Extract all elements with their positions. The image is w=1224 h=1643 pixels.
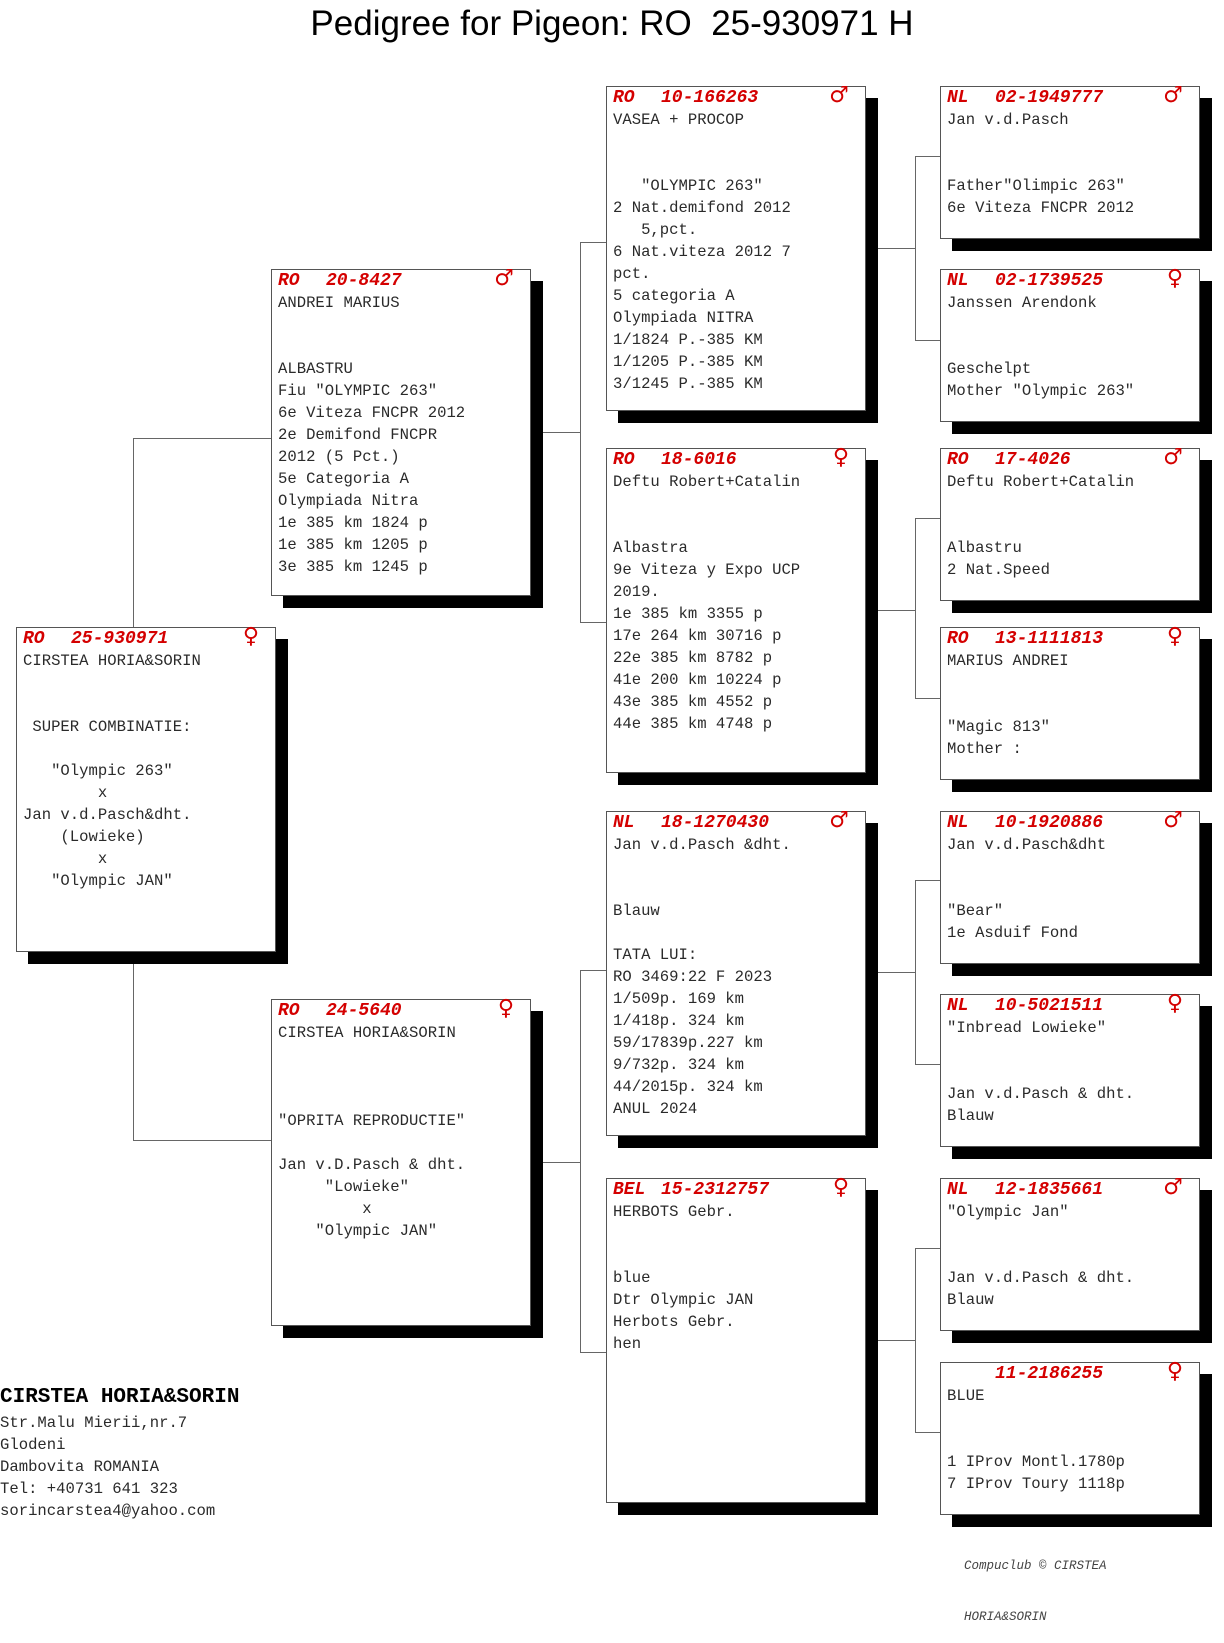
detail-line: 43e 385 km 4552 p <box>613 693 773 711</box>
connector-line <box>915 518 940 519</box>
detail-line: 1 IProv Montl.1780p <box>947 1453 1125 1471</box>
country-code: NL <box>613 813 635 833</box>
detail-line: 1/509p. 169 km <box>613 990 745 1008</box>
detail-line: ANUL 2024 <box>613 1100 698 1118</box>
detail-line <box>947 856 1193 878</box>
ring-number: 25-930971 <box>71 629 169 649</box>
detail-line: "Olympic JAN" <box>23 872 173 890</box>
detail-line: 2012 (5 Pct.) <box>278 448 400 466</box>
owner-address-line: Glodeni <box>0 1436 66 1454</box>
detail-line <box>23 738 269 760</box>
detail-line <box>947 694 1193 716</box>
detail-line: "Magic 813" <box>947 718 1050 736</box>
detail-line <box>278 314 524 336</box>
pigeon-details <box>947 1201 1193 1311</box>
detail-line: "OPRITA REPRODUCTIE" <box>278 1112 466 1130</box>
ring-header <box>947 1359 1193 1385</box>
detail-line <box>278 1044 524 1066</box>
detail-line: 3e 385 km 1245 p <box>278 558 428 576</box>
pigeon-card-dam[interactable] <box>271 996 531 1326</box>
country-code: NL <box>947 996 969 1016</box>
ring-number: 18-6016 <box>661 450 737 470</box>
detail-line: 1/1205 P.-385 KM <box>613 353 763 371</box>
pigeon-card-dam-sire-sire[interactable] <box>940 808 1200 964</box>
detail-line: 1/418p. 324 km <box>613 1012 745 1030</box>
detail-line <box>23 672 269 694</box>
detail-line: 5e Categoria A <box>278 470 410 488</box>
ring-number: 17-4026 <box>995 450 1071 470</box>
connector-line <box>133 438 273 439</box>
detail-line <box>947 1407 1193 1429</box>
detail-line: 59/17839p.227 km <box>613 1034 763 1052</box>
detail-line: Mother "Olympic 263" <box>947 382 1135 400</box>
detail-line: 6e Viteza FNCPR 2012 <box>947 199 1135 217</box>
male-symbol-icon: ♂ <box>494 266 514 291</box>
detail-line: 5,pct. <box>613 221 698 239</box>
detail-line: Jan v.D.Pasch & dht. <box>278 1156 466 1174</box>
detail-line <box>23 694 269 716</box>
detail-line: 2 Nat.demifond 2012 <box>613 199 791 217</box>
detail-line: Olympiada Nitra <box>278 492 419 510</box>
connector-line <box>133 952 134 1140</box>
detail-line <box>278 1132 524 1154</box>
pigeon-details <box>947 471 1193 581</box>
connector-line <box>543 432 580 433</box>
detail-line <box>947 1245 1193 1267</box>
male-symbol-icon: ♂ <box>829 808 849 833</box>
detail-line <box>613 131 859 153</box>
detail-line: Olympiada NITRA <box>613 309 754 327</box>
detail-line: 7 IProv Toury 1118p <box>947 1475 1125 1493</box>
detail-line: 1/1824 P.-385 KM <box>613 331 763 349</box>
connector-line <box>915 1248 916 1432</box>
detail-line <box>278 1066 524 1088</box>
breeder-name: Jan v.d.Pasch&dht <box>947 836 1107 854</box>
detail-line <box>947 1223 1193 1245</box>
detail-line: 41e 200 km 10224 p <box>613 671 782 689</box>
connector-line <box>915 698 940 699</box>
connector-line <box>915 880 916 1064</box>
ring-number: 24-5640 <box>326 1001 402 1021</box>
pigeon-card-dam-dam-dam[interactable] <box>940 1359 1200 1515</box>
connector-line <box>877 1340 915 1341</box>
ring-header <box>613 445 859 471</box>
detail-line <box>613 922 859 944</box>
detail-line <box>613 1223 859 1245</box>
detail-line: 2 Nat.Speed <box>947 561 1050 579</box>
detail-line: x <box>23 850 108 868</box>
ring-number: 20-8427 <box>326 271 402 291</box>
connector-line <box>877 248 915 249</box>
ring-number: 13-1111813 <box>995 629 1104 649</box>
breeder-name: CIRSTEA HORIA&SORIN <box>278 1024 456 1042</box>
detail-line: 6e Viteza FNCPR 2012 <box>278 404 466 422</box>
detail-line: 9/732p. 324 km <box>613 1056 745 1074</box>
pigeon-details <box>613 834 859 1120</box>
breeder-name: Jan v.d.Pasch <box>947 111 1069 129</box>
detail-line <box>947 515 1193 537</box>
ring-header <box>613 83 859 109</box>
ring-number: 18-1270430 <box>661 813 770 833</box>
country-code: RO <box>613 450 635 470</box>
country-code: BEL <box>613 1180 646 1200</box>
breeder-name: CIRSTEA HORIA&SORIN <box>23 652 201 670</box>
connector-line <box>580 242 581 622</box>
detail-line: 1e 385 km 3355 p <box>613 605 763 623</box>
breeder-name: BLUE <box>947 1387 985 1405</box>
ring-number: 15-2312757 <box>661 1180 770 1200</box>
ring-header <box>613 1175 859 1201</box>
owner-address-line: Dambovita ROMANIA <box>0 1458 160 1476</box>
detail-line: ALBASTRU <box>278 360 353 378</box>
country-code: RO <box>278 271 300 291</box>
connector-line <box>915 156 940 157</box>
connector-line <box>915 880 940 881</box>
connector-line <box>915 1248 940 1249</box>
detail-line: x <box>23 784 108 802</box>
ring-number: 10-166263 <box>661 88 759 108</box>
detail-line: "Olympic JAN" <box>278 1222 438 1240</box>
ring-header <box>947 808 1193 834</box>
pigeon-details <box>947 834 1193 944</box>
detail-line: pct. <box>613 265 651 283</box>
detail-line: 9e Viteza y Expo UCP <box>613 561 801 579</box>
pigeon-card-subject[interactable] <box>16 624 276 952</box>
ring-header <box>613 808 859 834</box>
breeder-name: Janssen Arendonk <box>947 294 1097 312</box>
female-symbol-icon: ♀ <box>832 445 849 470</box>
detail-line <box>947 493 1193 515</box>
detail-line: 5 categoria A <box>613 287 735 305</box>
male-symbol-icon: ♂ <box>1163 808 1183 833</box>
breeder-name: Deftu Robert+Catalin <box>947 473 1135 491</box>
ring-number: 02-1739525 <box>995 271 1104 291</box>
country-code: RO <box>947 629 969 649</box>
detail-line <box>278 336 524 358</box>
detail-line: 22e 385 km 8782 p <box>613 649 773 667</box>
detail-line: 1e Asduif Fond <box>947 924 1079 942</box>
detail-line: Dtr Olympic JAN <box>613 1291 754 1309</box>
credit-line: Compuclub © CIRSTEA <box>964 1559 1107 1573</box>
male-symbol-icon: ♂ <box>829 83 849 108</box>
detail-line: Blauw <box>947 1291 994 1309</box>
connector-line <box>133 1140 273 1141</box>
credit-line: HORIA&SORIN <box>964 1610 1047 1624</box>
ring-header <box>947 991 1193 1017</box>
country-code: NL <box>947 271 969 291</box>
connector-line <box>580 242 607 243</box>
breeder-name: HERBOTS Gebr. <box>613 1203 735 1221</box>
detail-line: Jan v.d.Pasch&dht. <box>23 806 192 824</box>
detail-line: x <box>278 1200 372 1218</box>
detail-line: 2e Demifond FNCPR <box>278 426 438 444</box>
detail-line <box>947 1039 1193 1061</box>
breeder-name: Deftu Robert+Catalin <box>613 473 801 491</box>
breeder-name: Jan v.d.Pasch &dht. <box>613 836 791 854</box>
connector-line <box>877 972 915 973</box>
male-symbol-icon: ♂ <box>1163 445 1183 470</box>
detail-line <box>613 878 859 900</box>
breeder-name: "Inbread Lowieke" <box>947 1019 1107 1037</box>
detail-line <box>947 1429 1193 1451</box>
country-code: NL <box>947 88 969 108</box>
connector-line <box>133 438 134 628</box>
detail-line: SUPER COMBINATIE: <box>23 718 192 736</box>
country-code: NL <box>947 813 969 833</box>
detail-line: 6 Nat.viteza 2012 7 <box>613 243 791 261</box>
ring-number: 12-1835661 <box>995 1180 1104 1200</box>
detail-line <box>947 153 1193 175</box>
detail-line: Mother : <box>947 740 1022 758</box>
pigeon-details <box>278 292 524 578</box>
male-symbol-icon: ♂ <box>1163 83 1183 108</box>
pigeon-details <box>947 1017 1193 1127</box>
country-code: RO <box>613 88 635 108</box>
pigeon-card-dam-dam[interactable] <box>606 1175 866 1503</box>
pigeon-details <box>278 1022 524 1242</box>
connector-line <box>915 518 916 698</box>
owner-phone: Tel: +40731 641 323 <box>0 1480 178 1498</box>
detail-line <box>947 1061 1193 1083</box>
ring-number: 11-2186255 <box>995 1364 1104 1384</box>
ring-number: 10-5021511 <box>995 996 1104 1016</box>
detail-line: 44/2015p. 324 km <box>613 1078 763 1096</box>
female-symbol-icon: ♀ <box>497 996 514 1021</box>
female-symbol-icon: ♀ <box>1166 991 1183 1016</box>
pigeon-details <box>947 292 1193 402</box>
male-symbol-icon: ♂ <box>1163 1175 1183 1200</box>
detail-line: Herbots Gebr. <box>613 1313 735 1331</box>
breeder-name: MARIUS ANDREI <box>947 652 1069 670</box>
female-symbol-icon: ♀ <box>242 624 259 649</box>
detail-line <box>947 336 1193 358</box>
country-code: RO <box>23 629 45 649</box>
detail-line: 2019. <box>613 583 660 601</box>
ring-header <box>947 1175 1193 1201</box>
connector-line <box>580 970 581 1352</box>
country-code: NL <box>947 1180 969 1200</box>
breeder-name: ANDREI MARIUS <box>278 294 400 312</box>
detail-line: "Bear" <box>947 902 1004 920</box>
detail-line: RO 3469:22 F 2023 <box>613 968 773 986</box>
page-title: Pedigree for Pigeon: RO 25-930971 H <box>310 4 914 43</box>
ring-header <box>947 83 1193 109</box>
detail-line <box>613 153 859 175</box>
detail-line: 3/1245 P.-385 KM <box>613 375 763 393</box>
ring-header <box>278 266 524 292</box>
detail-line: Fiu "OLYMPIC 263" <box>278 382 438 400</box>
detail-line: Geschelpt <box>947 360 1032 378</box>
pigeon-card-dam-dam-sire[interactable] <box>940 1175 1200 1331</box>
female-symbol-icon: ♀ <box>832 1175 849 1200</box>
ring-number: 10-1920886 <box>995 813 1104 833</box>
detail-line <box>947 672 1193 694</box>
detail-line <box>613 493 859 515</box>
pigeon-details <box>613 1201 859 1355</box>
connector-line <box>915 1064 940 1065</box>
detail-line <box>613 1245 859 1267</box>
pigeon-details <box>947 1385 1193 1495</box>
detail-line <box>947 878 1193 900</box>
ring-header <box>278 996 524 1022</box>
pigeon-card-sire-dam-sire[interactable] <box>940 445 1200 601</box>
detail-line: 1e 385 km 1205 p <box>278 536 428 554</box>
detail-line: Blauw <box>947 1107 994 1125</box>
female-symbol-icon: ♀ <box>1166 266 1183 291</box>
detail-line: Albastra <box>613 539 688 557</box>
ring-header <box>947 445 1193 471</box>
female-symbol-icon: ♀ <box>1166 1359 1183 1384</box>
detail-line: "Olympic 263" <box>23 762 173 780</box>
owner-email[interactable]: sorincarstea4@yahoo.com <box>0 1502 216 1520</box>
detail-line: Jan v.d.Pasch & dht. <box>947 1085 1135 1103</box>
pigeon-card-sire[interactable] <box>271 266 531 596</box>
owner-name: CIRSTEA HORIA&SORIN <box>0 1386 240 1409</box>
detail-line: (Lowieke) <box>23 828 145 846</box>
connector-line <box>580 622 607 623</box>
breeder-name: "Olympic Jan" <box>947 1203 1069 1221</box>
female-symbol-icon: ♀ <box>1166 624 1183 649</box>
detail-line <box>613 856 859 878</box>
detail-line: hen <box>613 1335 642 1353</box>
pigeon-card-sire-dam-dam[interactable] <box>940 624 1200 780</box>
pigeon-details <box>947 650 1193 760</box>
connector-line <box>915 156 916 340</box>
owner-address-line: Str.Malu Mierii,nr.7 <box>0 1414 188 1432</box>
detail-line <box>947 131 1193 153</box>
pigeon-card-sire-sire-dam[interactable] <box>940 266 1200 422</box>
country-code: RO <box>947 450 969 470</box>
pigeon-card-sire-sire-sire[interactable] <box>940 83 1200 239</box>
connector-line <box>580 970 607 971</box>
detail-line: 1e 385 km 1824 p <box>278 514 428 532</box>
detail-line: Father"Olimpic 263" <box>947 177 1125 195</box>
pigeon-card-dam-sire[interactable] <box>606 808 866 1136</box>
connector-line <box>915 1432 940 1433</box>
connector-line <box>877 610 915 611</box>
detail-line: blue <box>613 1269 651 1287</box>
detail-line: "Lowieke" <box>278 1178 410 1196</box>
connector-line <box>580 1352 607 1353</box>
ring-header <box>947 266 1193 292</box>
country-code: RO <box>278 1001 300 1021</box>
detail-line: Albastru <box>947 539 1022 557</box>
connector-line <box>543 1162 580 1163</box>
pigeon-card-sire-dam[interactable] <box>606 445 866 773</box>
pigeon-card-dam-sire-dam[interactable] <box>940 991 1200 1147</box>
detail-line <box>613 515 859 537</box>
detail-line <box>947 314 1193 336</box>
pigeon-details <box>947 109 1193 219</box>
breeder-name: VASEA + PROCOP <box>613 111 745 129</box>
connector-line <box>915 340 940 341</box>
detail-line: 17e 264 km 30716 p <box>613 627 782 645</box>
pigeon-details <box>613 109 859 395</box>
ring-header <box>23 624 269 650</box>
detail-line: TATA LUI: <box>613 946 698 964</box>
detail-line: Blauw <box>613 902 660 920</box>
detail-line: 44e 385 km 4748 p <box>613 715 773 733</box>
pigeon-details <box>613 471 859 735</box>
detail-line: Jan v.d.Pasch & dht. <box>947 1269 1135 1287</box>
ring-header <box>947 624 1193 650</box>
detail-line: "OLYMPIC 263" <box>613 177 763 195</box>
pigeon-details <box>23 650 269 892</box>
detail-line <box>278 1088 524 1110</box>
owner-block <box>0 1384 239 1522</box>
ring-number: 02-1949777 <box>995 88 1104 108</box>
pigeon-card-sire-sire[interactable] <box>606 83 866 411</box>
